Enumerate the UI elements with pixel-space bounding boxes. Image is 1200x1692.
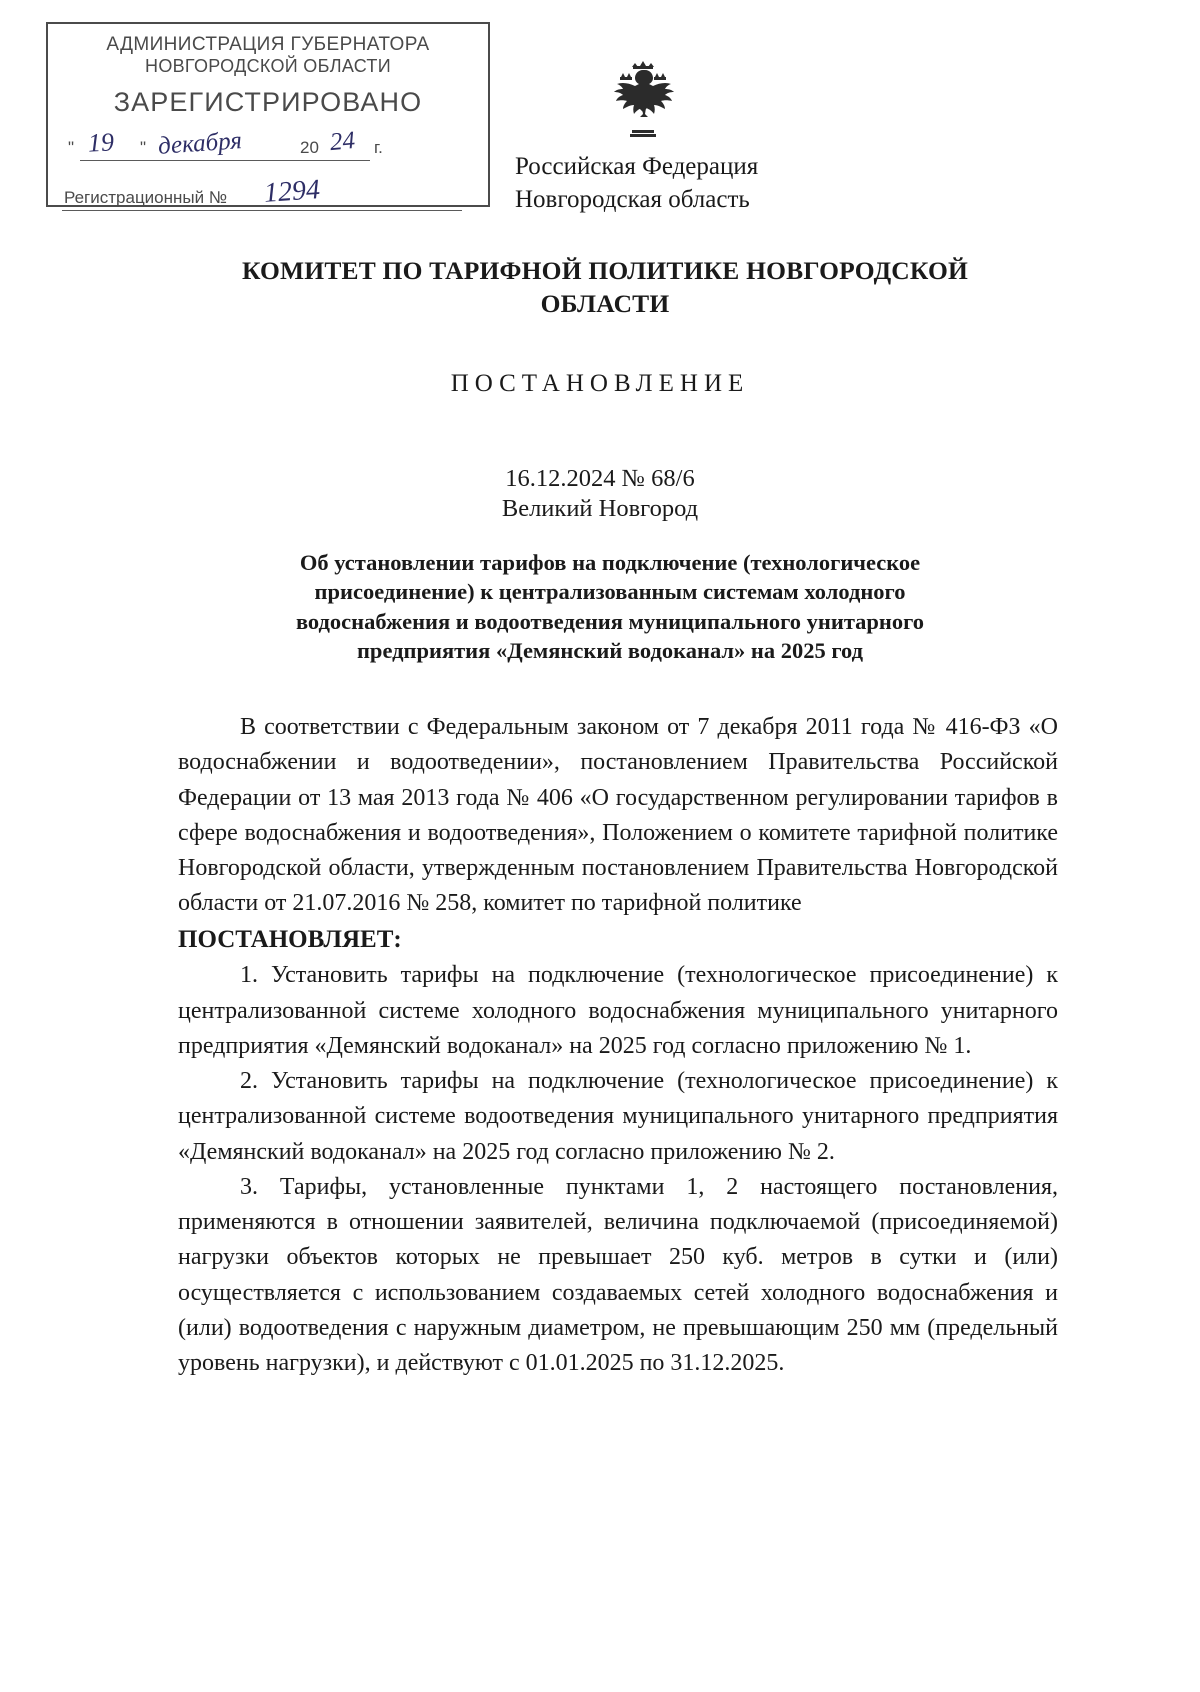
stamp-quote-right: " (140, 137, 147, 157)
document-city: Великий Новгород (501, 495, 699, 522)
stamp-date-rule (80, 160, 370, 161)
document-subject: Об установлении тарифов на подключение (технологическое присоединение) к централизованным системам холодного водоснабжения и водоотведения муниципального унитарного предприятия «Демянский водоканал» на 2025 год (295, 550, 925, 663)
stamp-number-rule (62, 210, 462, 211)
body-decides: ПОСТАНОВЛЯЕТ: (178, 925, 402, 953)
stamp-number-label: Регистрационный № (64, 187, 228, 207)
federation-block (515, 150, 915, 216)
stamp-number-handwritten: 1294 (262, 173, 321, 209)
stamp-organization-line-1: АДМИНИСТРАЦИЯ ГУБЕРНАТОРА (106, 34, 430, 55)
stamp-year-suffix: г. (374, 137, 383, 157)
organization-title: КОМИТЕТ ПО ТАРИФНОЙ ПОЛИТИКЕ НОВГОРОДСКОЙ ОБЛАСТИ (241, 256, 969, 318)
country-name: Российская Федерация (515, 153, 759, 180)
document-type: ПОСТАНОВЛЕНИЕ (450, 370, 750, 397)
registration-stamp (46, 22, 490, 207)
stamp-organization-line-2: НОВГОРОДСКОЙ ОБЛАСТИ (145, 55, 391, 76)
body-item-1: 1. Установить тарифы на подключение (технологическое присоединение) к централизованной системе холодного водоснабжения муниципального унитарного предприятия «Демянский водоканал» на 2025 год согласно приложению № 1. (178, 962, 1058, 1059)
stamp-day-handwritten: 19 (87, 126, 115, 158)
body-item-3: 3. Тарифы, установленные пунктами 1, 2 настоящего постановления, применяются в отношении заявителей, величина подключаемой (присоединяемой) нагрузки объектов которых не превышает 250 куб. метров в сутки и (или) осуществляется с использованием создаваемых сетей холодного водоснабжения и (или) водоотведения с наружным диаметром, не превышающим 250 мм (предельный уровень нагрузки), и действуют с 01.01.2025 по 31.12.2025. (178, 1173, 1058, 1377)
body-preamble: В соответствии с Федеральным законом от 7 декабря 2011 года № 416-ФЗ «О водоснабжении и водоотведении», постановлением Правительства Российской Федерации от 13 мая 2013 года № 406 «О государственном регулировании тарифов в сфере водоснабжения и водоотведения», Положением о комитете тарифной политике Новгородской области, утвержденным постановлением Правительства Новгородской области от 21.07.2016 № 258, комитет по тарифной политике (178, 714, 1058, 917)
document-body (178, 710, 1058, 1382)
stamp-month-handwritten: декабря (157, 126, 243, 160)
stamp-year-prefix: 20 (300, 137, 319, 157)
stamp-year-handwritten: 24 (328, 126, 357, 156)
stamp-number-row (62, 173, 474, 216)
coat-of-arms-icon (604, 60, 682, 142)
body-item-2: 2. Установить тарифы на подключение (технологическое присоединение) к централизованной системе водоотведения муниципального унитарного предприятия «Демянский водоканал» на 2025 год согласно приложению № 2. (178, 1068, 1058, 1165)
region-name: Новгородская область (515, 186, 750, 213)
stamp-quote-left: " (68, 137, 75, 157)
stamp-date-row (62, 126, 474, 164)
document-number: 16.12.2024 № 68/6 (505, 465, 695, 492)
stamp-registered-label: ЗАРЕГИСТРИРОВАНО (113, 86, 423, 117)
